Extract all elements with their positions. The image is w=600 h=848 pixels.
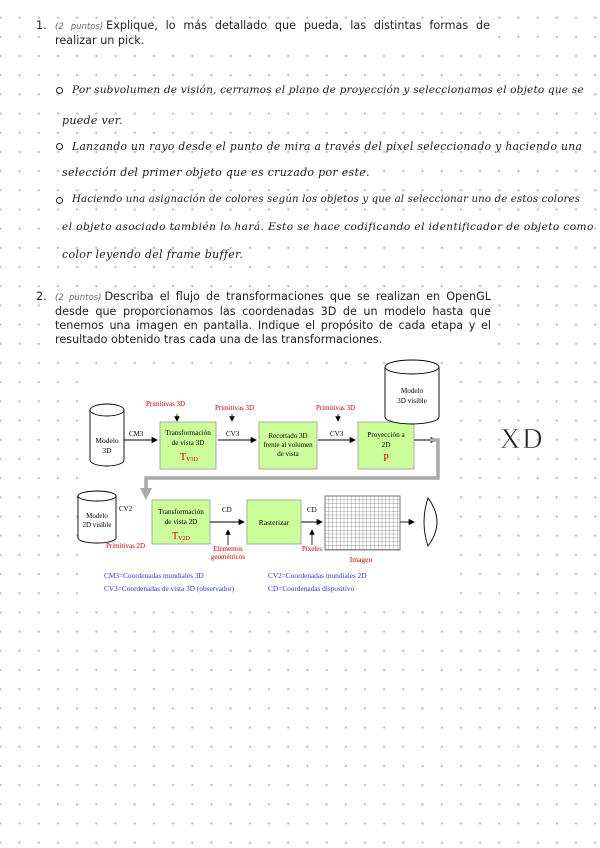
pixels-label: Píxeles [301, 545, 323, 553]
box-label-line2: 2D [381, 441, 391, 449]
question-points: (2 puntos) [55, 22, 104, 32]
projection-2d-box [358, 422, 414, 469]
handwritten-line: Por subvolumen de visión, cerramos el plano de proyección y seleccionamos el objeto que se [72, 84, 584, 96]
handwritten-line: Lanzando un rayo desde el punto de mira a través del pixel seleccionado y haciendo una [72, 140, 583, 153]
cv2-label: CV2 [119, 505, 133, 513]
legend-cv2: CV2=Coordenadas mundiales 2D [268, 571, 367, 580]
primitives-3d-label: Primitivas 3D [215, 404, 255, 412]
question-points: (2 puntos) [55, 293, 102, 303]
handwritten-line: Haciendo una asignación de colores según los objetos y que al seleccionar uno de estos colores [72, 194, 581, 205]
view-transform-2d-box [152, 500, 210, 544]
cm3-label: CM3 [129, 430, 144, 438]
legend-cd: CD=Coordenadas dispositivo [268, 584, 355, 593]
cv3-label: CV3 [330, 430, 344, 438]
elements-label-line2: geométricos [210, 553, 246, 561]
legend-cm3: CM3=Coordenadas mundiales 3D [104, 571, 204, 580]
box-label-line3: de vista [277, 450, 299, 458]
box-label-line2: de vista 2D [164, 518, 198, 526]
cv3-label: CV3 [226, 430, 240, 438]
model-3d-label-line1: Modelo [95, 436, 119, 445]
handwritten-annotation: XD [500, 424, 545, 455]
primitives-3d-label: Primitivas 3D [146, 400, 186, 408]
primitives-2d-label: Primitivas 2D [106, 542, 146, 550]
box-label: Rasterizar [258, 518, 290, 527]
model-3d-visible-label-line1: Modelo [400, 387, 424, 395]
handwritten-line: selección del primer objeto que es cruzado por este. [62, 166, 370, 179]
model-2d-visible-label-line2: 2D visible [82, 521, 112, 529]
box-label-line1: Recortado 3D [268, 432, 308, 440]
model-2d-visible-cylinder [78, 491, 116, 543]
model-3d-visible-cylinder [385, 360, 439, 424]
legend-cv3: CV3=Coordenadas de vista 3D (observador) [104, 584, 235, 593]
question-text: Explique, lo más detallado que pueda, las distintas formas de realizar un pick. [55, 19, 490, 47]
clipping-3d-box [259, 422, 317, 469]
box-label-line2: frente al volumen [263, 441, 313, 449]
handwritten-line: el objeto asociado también lo hará. Esto se hace codificando el identificador de objeto como [62, 221, 594, 233]
box-label-line2: de vista 3D [171, 439, 205, 447]
model-3d-visible-label-line2: 3D visible [397, 397, 427, 405]
primitives-3d-label: Primitivas 3D [316, 404, 356, 412]
rasterize-box [247, 500, 301, 544]
elements-label-line1: Elementos [213, 545, 243, 553]
model-3d-label-line2: 3D [102, 446, 112, 455]
question-number: 2. [36, 290, 47, 303]
projection-symbol: P [383, 453, 389, 464]
box-label-line1: Transformación [165, 429, 211, 437]
question-text: Describa el flujo de transformaciones que se realizan en OpenGL desde que proporcionamos las coordenadas 3D de un modelo hasta que tenemos una imagen en pantalla. Indique el propósito de cada etapa y el resultado obtenido tras cada una de las transformaciones. [55, 290, 491, 346]
question-number: 1. [36, 19, 47, 32]
box-label-line1: Transformación [158, 508, 204, 516]
tv2d-symbol: TV2D [172, 531, 190, 542]
cd-label: CD [307, 506, 317, 514]
pixel-grid-image [325, 496, 400, 550]
view-transform-3d-box [160, 422, 216, 469]
cd-label: CD [222, 506, 232, 514]
image-label: Imagen [349, 555, 373, 564]
tv3d-symbol: TV3D [180, 452, 198, 463]
handwritten-line: color leyendo del frame buffer. [62, 248, 244, 261]
box-label-line1: Proyección a [367, 431, 405, 439]
model-2d-visible-label-line1: Modelo [86, 512, 108, 520]
model-3d-cylinder [90, 404, 124, 466]
handwritten-line: puede ver. [62, 114, 123, 127]
